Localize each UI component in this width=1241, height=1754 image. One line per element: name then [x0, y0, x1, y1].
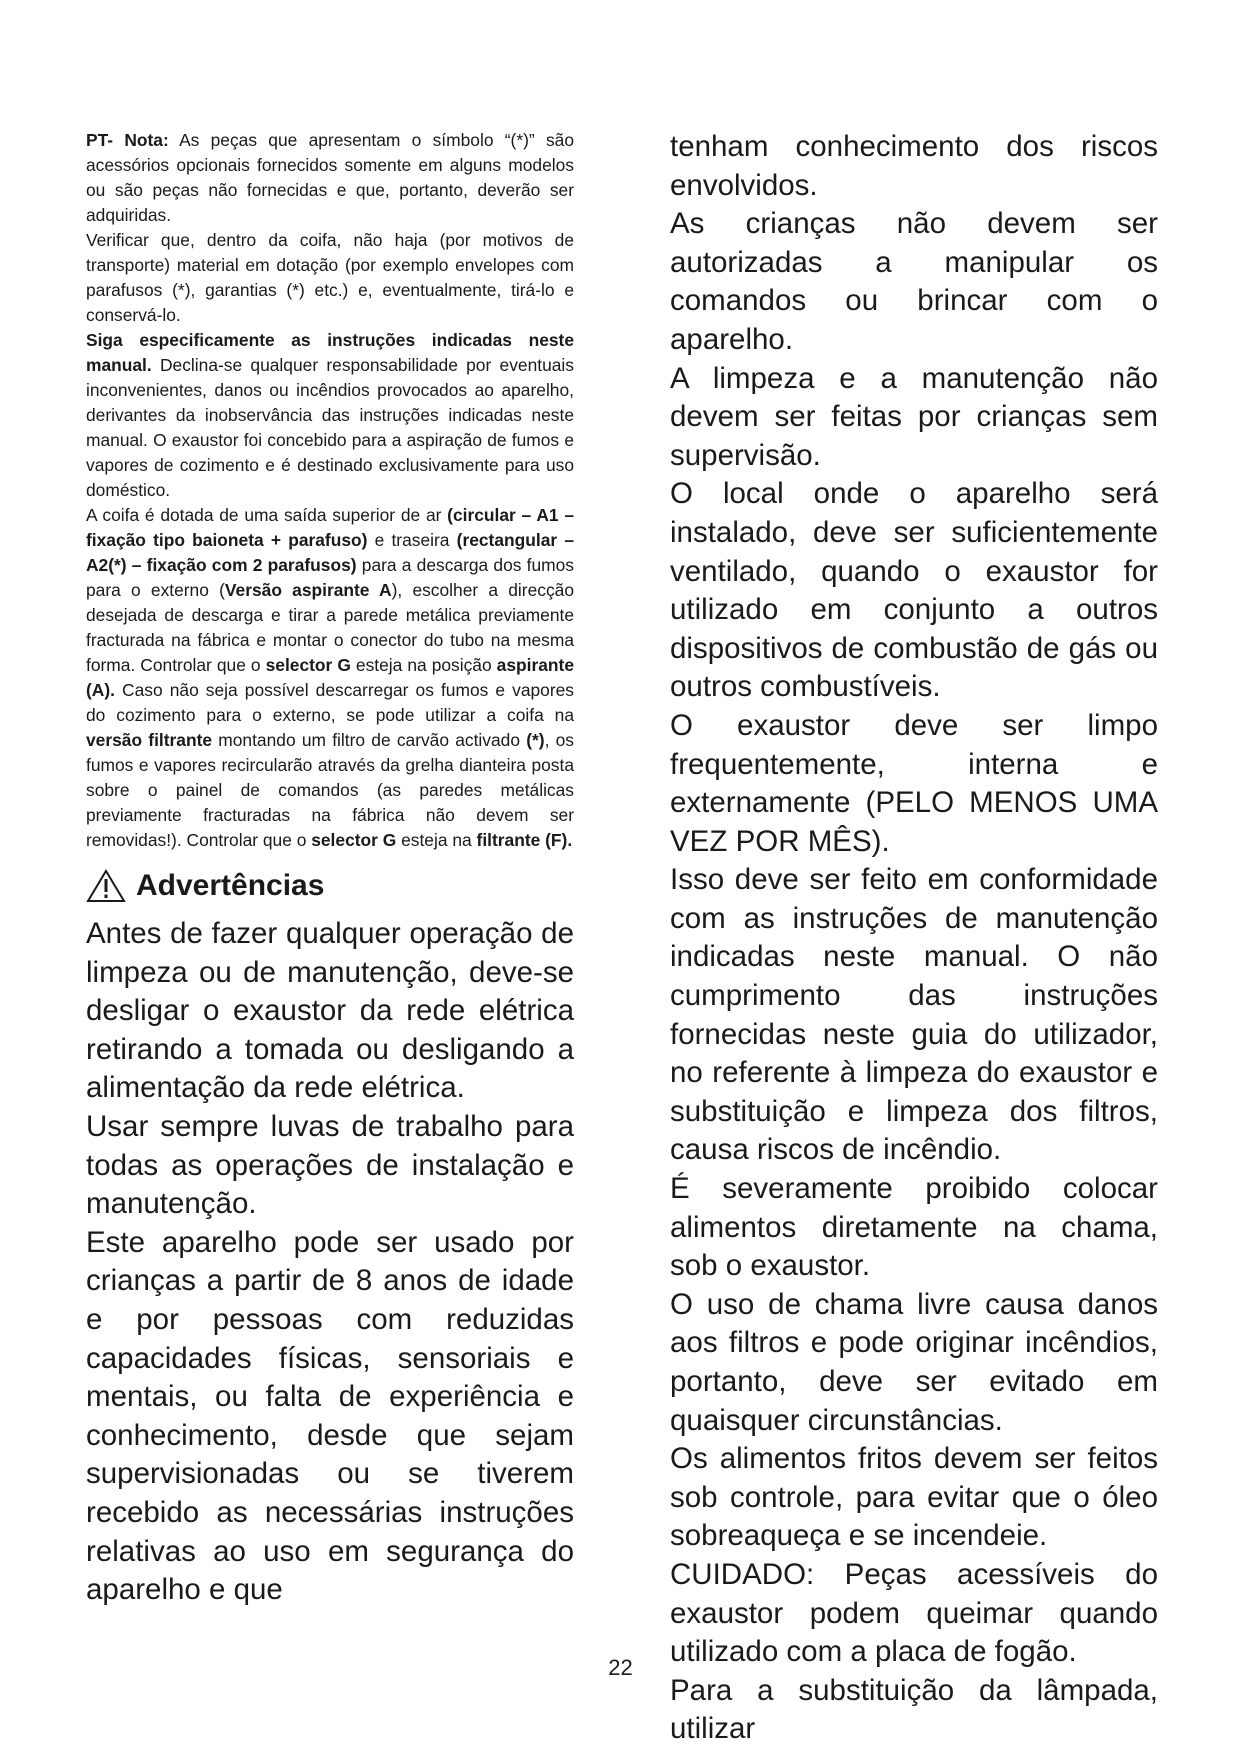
coifa-text-1: A coifa é dotada de uma saída superior de ar — [86, 505, 448, 525]
coifa-bold-aspirante: aspirante (A). — [86, 655, 574, 700]
siga-bold: Siga especificamente as instruções indicadas neste manual. — [86, 330, 574, 375]
warnings-heading — [86, 867, 574, 905]
coifa-text-17: esteja na — [396, 830, 477, 850]
nota-text: As peças que apresentam o símbolo “(*)” são acessórios opcionais fornecidos somente em alguns modelos ou são peças não fornecidas e que, portanto, deverão ser adquiridas. — [86, 130, 574, 225]
coifa-text-9: esteja na posição — [350, 655, 497, 675]
coifa-bold-selector-g-2: selector G — [311, 830, 397, 850]
coifa-bold-rectangular: (rectangular – A2(*) – fixação com 2 parafusos) — [86, 530, 575, 575]
coifa-bold-asterisk: (*) — [526, 730, 545, 750]
right-column — [670, 128, 1158, 1749]
right-paragraph-8: O uso de chama livre causa danos aos filtros e pode originar incêndios, portanto, deve ser evitado em quaisquer circunstâncias. — [670, 1287, 1158, 1437]
right-paragraph-7: É severamente proibido colocar alimentos diretamente na chama, sob o exaustor. — [670, 1172, 1158, 1283]
coifa-bold-versao-filtrante: versão filtrante — [86, 730, 213, 750]
page-number: 22 — [608, 1655, 633, 1680]
left-column — [86, 128, 574, 1610]
verificar-paragraph: Verificar que, dentro da coifa, não haja (por motivos de transporte) material em dotação (por exemplo envelopes com parafusos (*), garantias (*) etc.) e, eventualmente, tirá-lo e conservá-lo. — [86, 230, 574, 325]
nota-label: PT- Nota: — [86, 130, 169, 150]
right-paragraph-11: Para a substituição da lâmpada, utilizar — [670, 1673, 1158, 1746]
right-paragraph-1: tenham conhecimento dos riscos envolvidos. — [670, 130, 1158, 202]
warning-triangle-icon — [86, 869, 126, 903]
right-paragraph-9: Os alimentos fritos devem ser feitos sob controle, para evitar que o óleo sobreaqueça e se incendeie. — [670, 1442, 1158, 1553]
coifa-bold-filtrante: filtrante (F). — [476, 830, 573, 850]
right-paragraph-2: As crianças não devem ser autorizadas a manipular os comandos ou brincar com o aparelho. — [670, 207, 1158, 356]
coifa-bold-versao-aspirante: Versão aspirante A — [224, 580, 392, 600]
nota-paragraph — [86, 128, 574, 228]
coifa-text-5: para a descarga dos fumos para o externo ( — [86, 555, 575, 600]
coifa-paragraph — [86, 503, 574, 853]
warning-paragraph-2: Usar sempre luvas de trabalho para todas as operações de instalação e manutenção. — [86, 1109, 574, 1221]
right-paragraph-3: A limpeza e a manutenção não devem ser feitas por crianças sem supervisão. — [670, 361, 1158, 472]
warnings-title: Advertências — [136, 869, 325, 902]
right-paragraph-4: O local onde o aparelho será instalado, deve ser suficientemente ventilado, quando o exaustor for utilizado em conjunto a outros dispositivos de combustão de gás ou outros combustíveis. — [670, 477, 1158, 704]
coifa-bold-circular: (circular – A1 – fixação tipo baioneta + parafuso) — [86, 505, 575, 550]
coifa-text-7: ), escolher a direcção desejada de descarga e tirar a parede metálica previamente fracturada na fábrica e montar o conector do tubo na mesma forma. Controlar que o — [86, 580, 574, 675]
coifa-text-13: montando um filtro de carvão activado — [212, 730, 527, 750]
right-paragraph-10: CUIDADO: Peças acessíveis do exaustor podem queimar quando utilizado com a placa de fogão. — [670, 1557, 1158, 1669]
coifa-text-15: , os fumos e vapores recircularão através da grelha dianteira posta sobre o painel de comandos (as paredes metálicas previamente fracturadas na fábrica não devem ser removidas!). Controlar que o — [86, 730, 575, 850]
right-paragraph-5: O exaustor deve ser limpo frequentemente, interna e externamente (PELO MENOS UMA VEZ POR MÊS). — [670, 708, 1158, 858]
siga-paragraph — [86, 328, 574, 503]
right-paragraph-6: Isso deve ser feito em conformidade com as instruções de manutenção indicadas neste manual. O não cumprimento das instruções fornecidas neste guia do utilizador, no referente à limpeza do exaustor e substituição e limpeza dos filtros, causa riscos de incêndio. — [670, 863, 1158, 1167]
coifa-text-3: e traseira — [367, 530, 457, 550]
siga-text: Declina-se qualquer responsabilidade por eventuais inconvenientes, danos ou incêndios provocados ao aparelho, derivantes da inobservância das instruções indicadas neste manual. O exaustor foi concebido para a aspiração de fumos e vapores de cozimento e é destinado exclusivamente para uso doméstico. — [86, 355, 574, 500]
warning-paragraph-1: Antes de fazer qualquer operação de limpeza ou de manutenção, deve-se desligar o exaustor da rede elétrica retirando a tomada ou desligando a alimentação da rede elétrica. — [86, 917, 574, 1105]
coifa-text-11: Caso não seja possível descarregar os fumos e vapores do cozimento para o externo, se pode utilizar a coifa na — [86, 680, 574, 725]
warning-paragraph-3: Este aparelho pode ser usado por crianças a partir de 8 anos de idade e por pessoas com reduzidas capacidades físicas, sensoriais e mentais, ou falta de experiência e conhecimento, desde que sejam supervisionadas ou se tiverem recebido as necessárias instruções relativas ao uso em segurança do aparelho e que — [86, 1225, 574, 1607]
coifa-bold-selector-g: selector G — [265, 655, 351, 675]
